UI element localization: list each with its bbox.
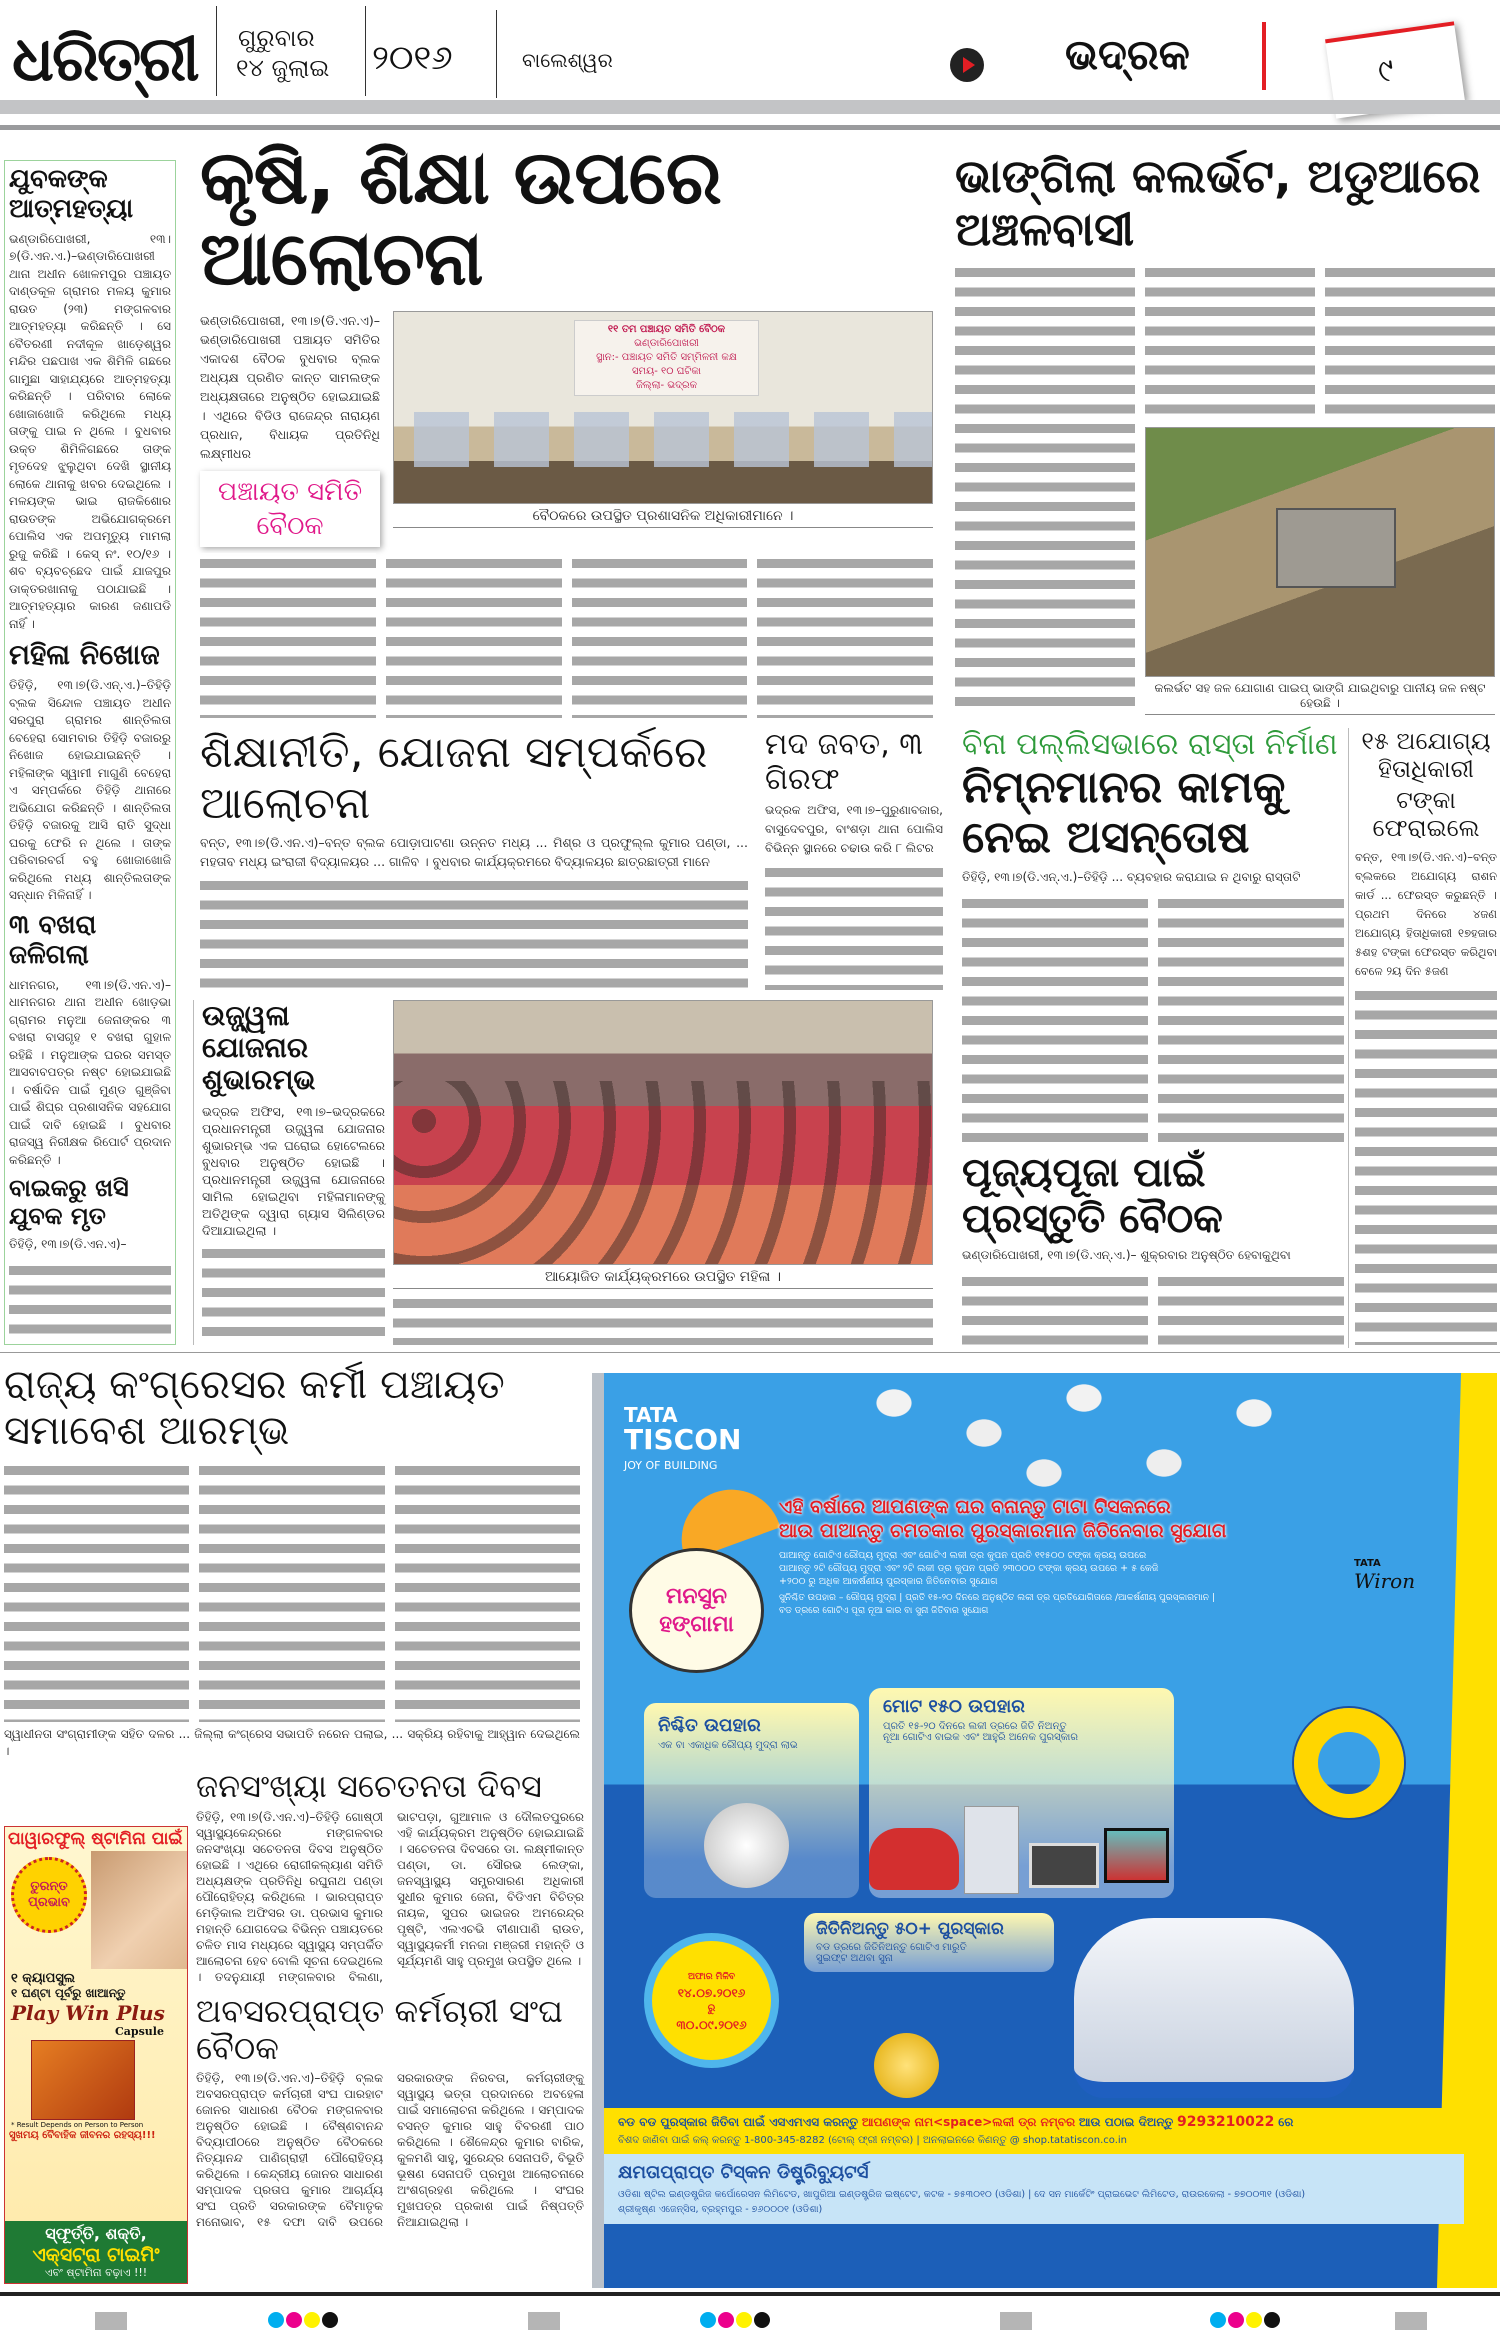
- policy-body: ବନ୍ତ, ୧୩।୭(ଡି.ଏନ.ଏ)–ବନ୍ତ ବ୍ଲକ ପୋଡ଼ାପାଟଣା ଉନ୍ନତ ମଧ୍ୟ ... ମିଶ୍ର ଓ ପ୍ରଫୁଲ୍ଲ କୁମାର ପଣ୍ଡା, ... ମହତାବ ମଧ୍ୟ ଇଂରାଜୀ ବିଦ୍ୟାଳୟର ... ଗାଳିବ । ବୁଧବାର କାର୍ଯ୍ୟକ୍ରମରେ ବିଦ୍ୟାଳୟର ଛାତ୍ରଛାତ୍ରୀ ମାନେ: [200, 835, 748, 870]
- ad-secret: ସୁଖମୟ ବୈବାହିକ ଜୀବନର ରହସ୍ୟ!!!: [9, 2130, 156, 2141]
- box-text: ନୂଆ ଗୋଟିଏ ବାଇକ ଏବଂ ଆହୁରି ଅନେକ ପୁରସ୍କାର: [883, 1732, 1078, 1743]
- left-news-column: [4, 160, 176, 1345]
- story-body: ଧାମନଗର, ୧୩।୭(ଡି.ଏନ.ଏ)– ଧାମନଗର ଥାନା ଅଧୀନ ଖୋଡ଼ଭା ଗ୍ରାମର ମନୁଆ ଜେନାଙ୍କର ୩ ବଖରା ବାସଗୃହ ୧ ବଖରା ଗୁହାଳ ରହିଛି । ମନୁଆଙ୍କ ଘରର ସମସ୍ତ ଆସବାବପତ୍ର ନଷ୍ଟ ହୋଇଯାଇଛି । ବର୍ଷାଦିନ ପାଇଁ ମୁଣ୍ଡ ଗୁଞ୍ଜିବା ପାଇଁ ଶିଘ୍ର ପ୍ରଶାସନିକ ସହଯୋଗ ପାଇଁ ଦାବି ହୋଇଛି । ବୁଧବାର ରାଜସ୍ୱ ନିରୀକ୍ଷକ ରିପୋର୍ଟ ପ୍ରଦାନ କରିଛନ୍ତି ।: [9, 977, 171, 1167]
- box-title: ନିଶ୍ଚିତ ଉପହାର: [658, 1715, 761, 1736]
- prize-box-50: [804, 1913, 1054, 1972]
- ad-top-text: ପାୱାରଫୁଲ୍ ଷ୍ଟାମିନା ପାଇଁ: [8, 1829, 183, 1849]
- banner-place: ଭଣ୍ଡାରିପୋଖରୀ: [634, 337, 699, 349]
- ad-green-panel: [5, 2221, 187, 2283]
- ad-form: Capsule: [115, 2025, 164, 2038]
- validity-to-word: ରୁ: [707, 2002, 716, 2014]
- motorbike-image: [869, 1828, 959, 1890]
- culvert-headline: ଭାଙ୍ଗିଲା କଲର୍ଭଟ, ଅଡୁଆରେ ଅଞ୍ଚଳବାସୀ: [955, 149, 1481, 256]
- logo-tagline: JOY OF BUILDING: [624, 1459, 718, 1472]
- microwave-image: [1029, 1843, 1099, 1888]
- silver-coin: [704, 1803, 789, 1888]
- banner-title: ୧୧ ତମ ପଞ୍ଚାୟତ ସମିତି ବୈଠକ: [607, 323, 726, 335]
- prize-box-assured: [644, 1703, 859, 1898]
- box-text: ଏକ ବା ଏକାଧିକ ରୌପ୍ୟ ମୁଦ୍ରା ଲାଭ: [658, 1740, 798, 1751]
- policy-story: [200, 728, 748, 990]
- story-body: ତିହିଡ଼ି, ୧୩।୭(ଡି.ଏନ.ଏ)–: [9, 1237, 127, 1252]
- sms-strip: [604, 2108, 1464, 2154]
- edition: ବାଲେଶ୍ୱର: [522, 48, 613, 72]
- ad-line-5: ବଡ ଡ୍ରରେ ଗୋଟିଏ ପୂରା ନୂଆ କାର ବା ସୁନା ଜିତିବାର ସୁଯୋଗ: [779, 1606, 989, 1616]
- ujjwala-photo-caption: ଆୟୋଜିତ କାର୍ଯ୍ୟକ୍ରମରେ ଉପସ୍ଥିତ ମହିଳା ।: [544, 1269, 782, 1285]
- lead-intro: ଭଣ୍ଡାରିପୋଖରୀ, ୧୩।୭(ଡି.ଏନ.ଏ)–ଭଣ୍ଡାରିପୋଖରୀ ପଞ୍ଚାୟତ ସମିତିର ଏକାଦଶ ବୈଠକ ବୁଧବାର ବ୍ଲକ ଅଧ୍ୟକ୍ଷ ପ୍ରଣିତ କାନ୍ତ ସାମଲଙ୍କ ଅଧ୍ୟକ୍ଷତାରେ ଅନୁଷ୍ଠିତ ହୋଇଯାଇଛି । ଏଥିରେ ବିଡିଓ ରାଜେନ୍ଦ୍ର ନାରାୟଣ ପ୍ରଧାନ, ବିଧାୟକ ପ୍ରତିନିଧି ଲକ୍ଷ୍ମୀଧର: [200, 312, 380, 461]
- date: ୧୪ ଜୁଲାଇ: [236, 54, 330, 82]
- ad-slogan-2: ଏକ୍ସଟ୍ରା ଟାଇମିଂ: [32, 2244, 160, 2266]
- congress-story: [4, 1362, 580, 1760]
- population-retired-block: [196, 1768, 584, 2230]
- sms-format: ଆପଣଙ୍କ ନାମ<space>ଲକୀ ଡ୍ର ନମ୍ବର: [861, 2115, 1076, 2129]
- culvert-photo: [1145, 427, 1495, 677]
- meeting-banner: [574, 320, 759, 396]
- sms-text: ବଡ ବଡ ପୁରସ୍କାର ଜିତିବା ପାଇଁ ଏସଏମଏସ କରନ୍ତୁ: [618, 2115, 858, 2129]
- tv-image: [1104, 1828, 1169, 1883]
- banner-time: ସମୟ- ୧୦ ଘଟିକା: [631, 365, 702, 377]
- validity-badge: [644, 1933, 779, 2068]
- headline: ଯୁବକଙ୍କ ଆତ୍ମହତ୍ୟା: [9, 164, 134, 224]
- distributor-panel: [604, 2154, 1464, 2224]
- box-text: ବଡ ଡ୍ରରେ ଜିତିନିଅନ୍ତୁ ଗୋଟିଏ ମାରୁତି: [816, 1942, 967, 1953]
- banner-venue: ସ୍ଥାନ:- ପଞ୍ଚାୟତ ସମିତି ସମ୍ମିଳନୀ କକ୍ଷ: [596, 351, 737, 363]
- culvert-story: [955, 150, 1495, 715]
- puja-story: [962, 1150, 1344, 1345]
- falling-coins: [864, 1373, 1324, 1493]
- road-headline: ନିମ୍ନମାନର କାମକୁ ନେଇ ଅସନ୍ତୋଷ: [962, 761, 1286, 864]
- box-title: ଜିତିନିଅନ୍ତୁ ୫୦+ ପୁରସ୍କାର: [816, 1919, 1004, 1939]
- population-body: ତିହିଡ଼ି, ୧୩।୭(ଡି.ଏନ.ଏ)–ତିହିଡ଼ି ଗୋଷ୍ଠୀ ସ୍ୱାସ୍ଥ୍ୟକେନ୍ଦ୍ରରେ ମଙ୍ଗଳବାର ଜନସଂଖ୍ୟା ସଚେତନତା ଦିବସ ଅନୁଷ୍ଠିତ ହୋଇଛି । ଏଥିରେ ରୋଗୀକଲ୍ୟାଣ ସମିତି ଅଧ୍ୟକ୍ଷଙ୍କ ପ୍ରତିନିଧି ରଘୁନାଥ ପଣ୍ଡା ପୌରୋହିତ୍ୟ କରିଥିଲେ । ଭାରପ୍ରାପ୍ତ ମେଡ଼ିକାଲ ଅଫିସର ଡା. ପ୍ରଭାସ କୁମାର ମହାନ୍ତି ଯୋଗଦେଇ ବିଭିନ୍ନ ପଞ୍ଚାୟତରେ ଚଳିତ ମାସ ମଧ୍ୟରେ ସ୍ୱାସ୍ଥ୍ୟ ସମ୍ପର୍କିତ ଆଲୋଚନା ହେବ ବୋଲି ସୂଚନା ଦେଇଥିଲେ । ତଦନୁଯାୟୀ ମଙ୍ଗଳବାର ବିଲଣା, ଭାଟପଡ଼ା, ଗୁଆମାଳ ଓ ଦୌଲତପୁରରେ ଏହି କାର୍ଯ୍ୟକ୍ରମ ଅନୁଷ୍ଠିତ ହୋଇଯାଇଛି । ସଚେତନତା ଦିବସରେ ଡା. ଲକ୍ଷ୍ମୀକାନ୍ତ ପଣ୍ଡା, ଡା. ସୌରଭ ଲେଙ୍କା, ଜନସ୍ୱାସ୍ଥ୍ୟ ସମ୍ପ୍ରସାରଣ ଅଧିକାରୀ ସୁଧୀର କୁମାର ଜେନା, ବିଡିଏମ ବିଚିତ୍ର ନାୟକ, ସୁପର ଭାଇଜର ଅମରେନ୍ଦ୍ର ପୃଷ୍ଟି, ଏଲଏଚଭି ବୀଣାପାଣି ରାଉତ, ସ୍ୱାସ୍ଥ୍ୟକର୍ମୀ ମନଜା ମଞ୍ଜରୀ ମହାନ୍ତି ଓ ସୂର୍ଯ୍ୟମଣି ସାହୁ ପ୍ରମୁଖ ଉପସ୍ଥିତ ଥିଲେ ।: [196, 1809, 584, 1984]
- campaign-name: ମନସୁନ ହଙ୍ଗାମା: [659, 1583, 734, 1637]
- ad-slogan-1: ସ୍ଫୂର୍ତ୍ତି, ଶକ୍ତି,: [45, 2224, 147, 2243]
- ad-slogan-3: ଏବଂ ଷ୍ଟାମିନା ବଢ଼ାଏ !!!: [44, 2266, 148, 2279]
- year: ୨୦୧୬: [372, 38, 453, 78]
- lead-subhead-box: [200, 471, 380, 547]
- retired-body: ତିହିଡ଼ି, ୧୩।୭(ଡି.ଏନ.ଏ)–ତିହିଡ଼ି ବ୍ଲକ ଅବସରପ୍ରାପ୍ତ କର୍ମଚାରୀ ସଂଘ ପାରହାଟ ଜୋନର ସାଧାରଣ ବୈଠକ ମଙ୍ଗଳବାର ଅନୁଷ୍ଠିତ ହୋଇଛି । ବୈଷ୍ଣବାନନ୍ଦ ବିଦ୍ୟାପୀଠରେ ଅନୁଷ୍ଠିତ ବୈଠକରେ ନିତ୍ୟାନନ୍ଦ ପାଣିଗ୍ରାହୀ ପୌରୋହିତ୍ୟ କରିଥିଲେ । କେନ୍ଦ୍ରୀୟ ଜୋନର ସାଧାରଣ ସମ୍ପାଦକ ପ୍ରତାପ କୁମାର ଆଚାର୍ଯ୍ୟ ସଂଘ ପ୍ରତି ସରକାରଙ୍କ ବୈମାତୃକ ମନୋଭାବ, ୧୫ ଦଫା ଦାବି ଉପରେ ସରକାରଙ୍କ ନିରବତା, କର୍ମଚାରୀଙ୍କୁ ସ୍ୱାସ୍ଥ୍ୟ ଭତ୍ତା ପ୍ରଦାନରେ ଅବହେଳା ପାଇଁ ସମାଲୋଚନା କରିଥିଲେ । ସମ୍ପାଦକ ବସନ୍ତ କୁମାର ସାହୁ ବିବରଣୀ ପାଠ କରିଥିଲେ । ଶୈଳେନ୍ଦ୍ର କୁମାର ବାରିକ, କୁଳମଣି ସାହୁ, ସୁରେନ୍ଦ୍ର ସେନାପତି, ବିଭୂତି ଭୂଷଣ ସେନାପତି ପ୍ରମୁଖ ଆଲୋଚନାରେ ଅଂଶଗ୍ରହଣ କରିଥିଲେ । ସଂଘର ମୁଖପତ୍ର ପ୍ରକାଶ ପାଇଁ ନିଷ୍ପତ୍ତି ନିଆଯାଇଥିଲା ।: [196, 2071, 584, 2230]
- wiron-tata: TATA: [1354, 1558, 1381, 1569]
- logo-tata: TATA: [624, 1403, 678, 1427]
- wire-coil-image: [1294, 1708, 1404, 1818]
- retired-headline: ଅବସରପ୍ରାପ୍ତ କର୍ମଚାରୀ ସଂଘ ବୈଠକ: [196, 1991, 563, 2067]
- lead-story: [200, 135, 933, 718]
- culvert-photo-caption: କଲର୍ଭଟ ସହ ଜଳ ଯୋଗାଣ ପାଇପ୍ ଭାଙ୍ଗି ଯାଇଥିବାରୁ ପାନୀୟ ଜଳ ନଷ୍ଟ ହେଉଛି ।: [1154, 681, 1486, 710]
- liquor-story: [765, 728, 943, 990]
- ujjwala-story: [202, 1000, 385, 1345]
- ad-bottom-panel: [604, 2108, 1464, 2224]
- ad-line-4: ସୁନିଶ୍ଚିତ ଉପହାର – ରୌପ୍ୟ ମୁଦ୍ରା | ପ୍ରତି ୧୫-୨୦ ଦିନରେ ଅନୁଷ୍ଠିତ ଲକୀ ଡ୍ର ପ୍ରତିଯୋଗିତାରେ /ଆକର୍ଷଣୀୟ ପୁରସ୍କାରମାନ |: [779, 1593, 1215, 1603]
- validity-from: ୧୪.୦୭.୨୦୧୬: [677, 1985, 746, 2000]
- play-bullet-icon: [950, 48, 984, 82]
- lead-headline: କୃଷି, ଶିକ୍ଷା ଉପରେ ଆଲୋଚନା: [200, 135, 721, 303]
- section-name: ଭଦ୍ରକ: [1065, 30, 1190, 79]
- contact-info[interactable]: ବିଶଦ ଜାଣିବା ପାଇଁ କଲ୍ କରନ୍ତୁ 1-800-345-8282 (ଟୋଲ୍ ଫ୍ରୀ ନମ୍ବର) | ଅନଲାଇନରେ କିଣନ୍ତୁ @ shop.tatatiscon.co.in: [618, 2135, 1128, 2146]
- distributor-line: ଓଡିଶା ଷ୍ଟିଲ ଇଣ୍ଡଷ୍ଟ୍ରିଜ କର୍ପୋରେସନ ଲିମିଟେଡ, ଖାପୁରିଆ ଇଣ୍ଡଷ୍ଟ୍ରିଜ ଇଷ୍ଟେଟ, କଟକ - ୭୫୩୦୧୦ (ଓଡିଶା) | ଦେ ସନ ମାର୍କେଟିଂ ପ୍ରାଇଭେଟ ଲିମିଟେଡ, ରାଉରକେଲା - ୭୭୦୦୩୧ (ଓଡିଶା): [618, 2189, 1306, 2200]
- couple-photo: [91, 1851, 187, 1969]
- story-body: ତିହିଡ଼ି, ୧୩।୭(ଡି.ଏନ୍.ଏ.)–ତିହିଡ଼ି ବ୍ଲକ ସିନ୍ଦୋଳ ପଞ୍ଚାୟତ ଅଧୀନ ସରପୁରା ଗ୍ରାମର ଶାନ୍ତିଲତା ବେହେରା ସୋମବାର ତିହିଡ଼ି ବଜାରରୁ ନିଖୋଜ ହୋଇଯାଇଛନ୍ତି । ମହିଳାଙ୍କ ସ୍ୱାମୀ ମାଗୁଣି ବେହେରା ଏ ସମ୍ପର୍କରେ ତିହିଡ଼ି ଥାନାରେ ଅଭିଯୋଗ କରିଛନ୍ତି । ଶାନ୍ତିଲତା ତିହିଡ଼ି ବଜାରକୁ ଆସି ରାତି ସୁଦ୍ଧା ଘରକୁ ଫେରି ନ ଥିଲେ । ତାଙ୍କ ପରିବାରବର୍ଗ ବହୁ ଖୋଜାଖୋଜି କରିଥିଲେ ମଧ୍ୟ ଶାନ୍ତିଲତାଙ୍କ ସନ୍ଧାନ ମିଳିନାହିଁ ।: [9, 678, 171, 903]
- ujjwala-headline: ଉଜ୍ଜ୍ୱଳା ଯୋଜନାର ଶୁଭାରମ୍ଭ: [202, 999, 316, 1097]
- ration-body: ବନ୍ତ, ୧୩।୭(ଡି.ଏନ.ଏ)–ବନ୍ତ ବ୍ଲକରେ ଅଯୋଗ୍ୟ ରାଶନ କାର୍ଡ ... ଫେରସ୍ତ କରୁଛନ୍ତି । ପ୍ରଥମ ଦିନରେ ୪ଜଣ ଅଯୋଗ୍ୟ ହିତାଧିକାରୀ ୧୭ହଜାର ୫ଶହ ଟଙ୍କା ଫେରସ୍ତ କରିଥିବା ବେଳେ ୨ୟ ଦିନ ୫ଜଣ: [1355, 850, 1497, 979]
- policy-headline: ଶିକ୍ଷାନୀତି, ଯୋଜନା ସମ୍ପର୍କରେ ଆଲୋଚନା: [200, 727, 708, 829]
- ujjwala-photo: [393, 1000, 933, 1265]
- ration-headline-1: ୧୫ ଅଯୋଗ୍ୟ ହିତାଧିକାରୀ: [1361, 727, 1491, 783]
- page-number: ୯: [1375, 50, 1397, 91]
- validity-to: ୩୦.୦୯.୨୦୧୬: [676, 2017, 747, 2032]
- ad-badge-text: ତୁରନ୍ତ ପ୍ରଭାବ: [28, 1879, 70, 1910]
- ad-headline-1: ଏହି ବର୍ଷାରେ ଆପଣଙ୍କ ଘର ବନାନ୍ତୁ ଟାଟା ଟିସକନରେ: [779, 1496, 1171, 1518]
- ad-offer-3: +୨୦୦ ରୁ ଅଧିକ ଆକର୍ଷଣୀୟ ପୁରସ୍କାର ଜିତିନେବାର ସୁଯୋଗ: [779, 1576, 998, 1587]
- registration-marks: [0, 2310, 1500, 2330]
- ad-badge: [11, 1857, 87, 1933]
- gold-coin: [874, 2033, 939, 2098]
- box-text: ପ୍ରତି ୧୫-୨୦ ଦିନରେ ଲକୀ ଡ୍ରରେ ଜିତି ନିଅନ୍ତୁ: [883, 1721, 1067, 1732]
- weekday: ଗୁରୁବାର: [238, 24, 315, 52]
- road-kicker: ବିନା ପଲ୍ଲିସଭାରେ ରାସ୍ତା ନିର୍ମାଣ: [962, 727, 1338, 762]
- ad-headline-block: [779, 1495, 1479, 1618]
- congress-tail: ସ୍ୱାଧୀନତା ସଂଗ୍ରାମୀଙ୍କ ସହିତ ଦଳର ... ଜିଲ୍ଲା କଂଗ୍ରେସ ସଭାପତି ନରେନ ପଲାଇ, ... ସକ୍ରିୟ ରହିବାକୁ ଆହ୍ୱାନ ଦେଇଥିଲେ ।: [4, 1727, 580, 1758]
- box-title: ମୋଟ ୧୫୦ ଉପହାର: [883, 1696, 1025, 1717]
- ration-story: [1355, 728, 1497, 1345]
- validity-label: ଅଫାର ମିଳିବ: [687, 1971, 736, 1982]
- sms-text: ଆଉ ପଠାଇ ଦିଅନ୍ତୁ: [1078, 2115, 1174, 2129]
- headline: ମହିଳା ନିଖୋଜ: [9, 638, 160, 672]
- logo-tiscon: TISCON: [624, 1423, 742, 1456]
- headline: ବାଇକରୁ ଖସି ଯୁବକ ମୃତ: [9, 1174, 129, 1230]
- ad-brand: Play Win Plus: [11, 2001, 165, 2025]
- paper-name-logo: ଧରିତ୍ରୀ: [12, 22, 198, 95]
- headline: ୩ ବଖରା ଜଳିଗଲା: [9, 909, 97, 970]
- ad-dose-2: ୧ ଘଣ୍ଟା ପୂର୍ବରୁ ଖାଆନ୍ତୁ: [11, 1986, 126, 2000]
- ad-offer-2: ପାଆନ୍ତୁ ୨ଟି ରୌପ୍ୟ ମୁଦ୍ରା ଏବଂ ୨ଟି ଲକୀ ଡ୍ର କୁପନ ପ୍ରତି ୨୩୦୦୦ ଟଙ୍କା କ୍ରୟ ଉପରେ + ୫ କେଜି: [779, 1563, 1159, 1574]
- wiron-logo-block: [1354, 1558, 1415, 1593]
- sms-text: ରେ: [1278, 2115, 1294, 2129]
- puja-headline: ପୂଜ୍ୟପୂଜା ପାଇଁ ପ୍ରସ୍ତୁତି ବୈଠକ: [962, 1150, 1223, 1242]
- puja-body: ଭଣ୍ଡାରିପୋଖରୀ, ୧୩।୭(ଡି.ଏନ୍.ଏ.)– ଶୁକ୍ରବାର ଅନୁଷ୍ଠିତ ହେବାକୁଥିବା: [962, 1248, 1291, 1262]
- masthead: [0, 0, 1500, 130]
- prize-box-150: [869, 1688, 1174, 1898]
- box-text: ସୁଇଫ୍ଟ ଅଥବା ସୁନା: [816, 1953, 893, 1964]
- fridge-image: [964, 1806, 1019, 1894]
- meeting-photo: [393, 311, 933, 504]
- road-body: ତିହିଡ଼ି, ୧୩।୭(ଡି.ଏନ୍.ଏ.)–ତିହିଡ଼ି ... ବ୍ୟବହାର କରାଯାଇ ନ ଥିବାରୁ ରାସ୍ତାଟି: [962, 869, 1301, 884]
- product-box: [31, 2040, 135, 2120]
- ad-disclaimer: * Result Depends on Person to Person: [11, 2121, 144, 2129]
- wiron-logo: Wiron: [1354, 1569, 1416, 1593]
- ujjwala-body: ଭଦ୍ରକ ଅଫିସ, ୧୩।୭–ଭଦ୍ରକରେ ପ୍ରଧାନମନ୍ତ୍ରୀ ଉଜ୍ଜ୍ୱଳା ଯୋଜନାର ଶୁଭାରମ୍ଭ ଏକ ଘରୋଇ ହୋଟେଲରେ ବୁଧବାର ଅନୁଷ୍ଠିତ ହୋଇଛି । ପ୍ରଧାନମନ୍ତ୍ରୀ ଉଜ୍ଜ୍ୱଳା ଯୋଜନାରେ ସାମିଲ ହୋଇଥିବା ମହିଳାମାନଙ୍କୁ ଅତିଥିଙ୍କ ଦ୍ୱାରା ଗ୍ୟାସ ସିଲିଣ୍ଡର ଦିଆଯାଇଥିଲା ।: [202, 1103, 385, 1238]
- story-body: ଭଣ୍ଡାରିପୋଖରୀ, ୧୩।୭(ଡି.ଏନ.ଏ.)–ଭଣ୍ଡାରିପୋଖରୀ ଥାନା ଅଧୀନ ଖୋଳମପୁର ପଞ୍ଚାୟତ ଦାଣ୍ଡକୂଳ ଗ୍ରାମର ମଳୟ କୁମାର ରାଉତ (୨୩) ମଙ୍ଗଳବାର ଆତ୍ମହତ୍ୟା କରିଛନ୍ତି । ସେ ବୈତରଣୀ ନଦୀକୂଳ ଖାଡ଼େଶ୍ୱର ମନ୍ଦିର ପଛପାଖ ଏକ ଶିମିଳି ଗଛରେ ଗାମୁଛା ସାହାଯ୍ୟରେ ଆତ୍ମହତ୍ୟା କରିଛନ୍ତି । ପରିବାର ଲୋକେ ଖୋଜାଖୋଜି କରିଥିଲେ ମଧ୍ୟ ତାଙ୍କୁ ପାଇ ନ ଥିଲେ । ବୁଧବାର ଉକ୍ତ ଶିମିଳିଗଛରେ ତାଙ୍କ ମୃତଦେହ ଝୁଲୁଥିବା ଦେଖି ସ୍ଥାନୀୟ ଲୋକେ ଥାନାକୁ ଖବର ଦେଇଥିଲେ । ମଳୟଙ୍କ ଭାଇ ରାଜକିଶୋର ରାଉତଙ୍କ ଅଭିଯୋଗକ୍ରମେ ପୋଲିସ ଏକ ଅପମୃତ୍ୟୁ ମାମଲା ରୁଜୁ କରିଛି । କେସ୍ ନଂ. ୧୦/୧୬ । ଶବ ବ୍ୟବଚ୍ଛେଦ ପାଇଁ ଯାଜପୁର ଡାକ୍ତରଖାନାକୁ ପଠାଯାଇଛି । ଆତ୍ମହତ୍ୟାର କାରଣ ଜଣାପଡି ନାହିଁ ।: [9, 231, 171, 631]
- ad-dose-1: ୧ କ୍ୟାପସୁଲ: [11, 1971, 76, 1986]
- liquor-body: ଭଦ୍ରକ ଅଫିସ, ୧୩।୭–ପୁରୁଣାବଜାର, ବାସୁଦେବପୁର, ବାଂଶଡ଼ା ଥାନା ପୋଲିସ ବିଭିନ୍ନ ସ୍ଥାନରେ ଚଢାଉ କରି ୮ ଲିଟର: [765, 803, 943, 855]
- banner-district: ଜିଲ୍ଲା- ଭଦ୍ରକ: [636, 379, 697, 391]
- lead-subhead: ପଞ୍ଚାୟତ ସମିତି ବୈଠକ: [217, 476, 363, 541]
- ujjwala-photo-block: [393, 1000, 933, 1345]
- ad-offer-1: ପାଆନ୍ତୁ ଗୋଟିଏ ରୌପ୍ୟ ମୁଦ୍ରା ଏବଂ ଗୋଟିଏ ଲକୀ ଡ୍ର କୁପନ ପ୍ରତି ୧୧୫୦୦ ଟଙ୍କା କ୍ରୟ ଉପରେ: [779, 1550, 1147, 1561]
- campaign-cloud: [629, 1548, 764, 1673]
- ration-headline-2: ଟଙ୍କା ଫେରାଇଲେ: [1372, 786, 1480, 842]
- distributor-line: ଶ୍ରୀକୃଷ୍ଣ ଏଜେନ୍ସିସ, ବ୍ରହ୍ମପୁର - ୭୬୦୦୦୧ (ଓଡିଶା): [618, 2204, 823, 2215]
- car-image: [1074, 1918, 1354, 2098]
- tata-tiscon-ad: [592, 1373, 1497, 2288]
- sms-number[interactable]: 9293210022: [1176, 2114, 1275, 2130]
- population-headline: ଜନସଂଖ୍ୟା ସଚେତନତା ଦିବସ: [196, 1767, 542, 1805]
- ad-headline-2: ଆଉ ପାଆନ୍ତୁ ଚମତକାର ପୁରସ୍କାରମାନ ଜିତିନେବାର ସୁଯୋଗ: [779, 1520, 1227, 1542]
- road-story: [962, 728, 1344, 1146]
- liquor-headline: ମଦ ଜବତ, ୩ ଗିରଫ: [765, 727, 923, 797]
- distributor-title: କ୍ଷମତାପ୍ରାପ୍ତ ଟିସ୍କନ ଡିଷ୍ଟ୍ରିବ୍ୟୁଟର୍ସ: [618, 2162, 869, 2183]
- lead-photo-caption: ବୈଠକରେ ଉପସ୍ଥିତ ପ୍ରଶାସନିକ ଅଧିକାରୀମାନେ ।: [532, 507, 794, 524]
- congress-headline: ରାଜ୍ୟ କଂଗ୍ରେସର କର୍ମୀ ପଞ୍ଚାୟତ ସମାବେଶ ଆରମ୍ଭ: [4, 1362, 505, 1454]
- playwinplus-ad: [4, 1826, 188, 2284]
- tiscon-logo: [624, 1403, 741, 1472]
